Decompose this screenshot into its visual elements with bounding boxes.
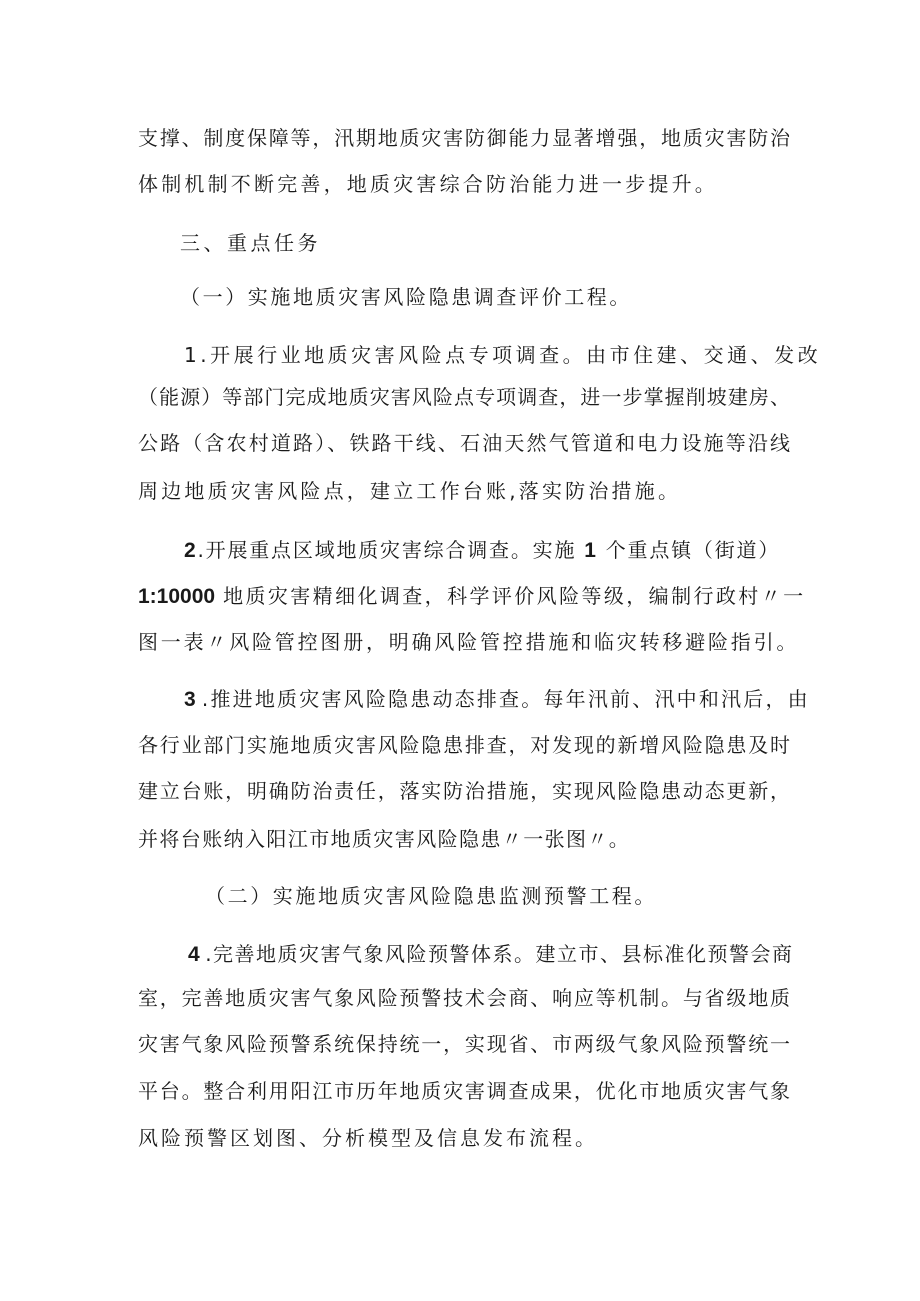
- item-3-line-2: 各行业部门实施地质灾害风险隐患排查，对发现的新增风险隐患及时: [138, 733, 790, 757]
- item-1-line-4: 周边地质灾害风险点，建立工作台账,落实防治措施。: [138, 479, 682, 503]
- item-4-line-2: 室，完善地质灾害气象风险预警技术会商、响应等机制。与省级地质: [138, 986, 790, 1010]
- item-4-title: .完善地质灾害气象风险预警体系。建立市、县标准化预警会商: [205, 942, 794, 966]
- item-3-line-3: 建立台账，明确防治责任，落实防治措施，实现风险隐患动态更新，: [138, 779, 790, 803]
- item-2-line-1: [184, 537, 780, 564]
- item-2-line-3: 图一表〃风险管控图册，明确风险管控措施和临灾转移避险指引。: [138, 630, 800, 654]
- item-1-line-1: 1.开展行业地质灾害风险点专项调查。由市住建、交通、发改: [184, 343, 822, 367]
- item-2-count: 1: [584, 539, 598, 562]
- item-4-line-5: 风险预警区划图、分析模型及信息发布流程。: [138, 1126, 598, 1150]
- item-3-line-4: 并将台账纳入阳江市地质灾害风险隐患〃一张图〃。: [138, 827, 631, 851]
- item-4-line-3: 灾害气象风险预警系统保持统一，实现省、市两级气象风险预警统一: [138, 1032, 790, 1056]
- item-2-line-2-text: 地质灾害精细化调查，科学评价风险等级，编制行政村〃一: [223, 584, 806, 608]
- item-2-title: .开展重点区域地质灾害综合调查。实施: [197, 538, 577, 562]
- item-2-scale: 1:10000: [138, 585, 216, 608]
- item-4-line-4: 平台。整合利用阳江市历年地质灾害调查成果，优化市地质灾害气象: [138, 1079, 790, 1103]
- item-3-number: 3: [184, 688, 198, 711]
- item-4-line-1: [188, 941, 794, 968]
- intro-line-1: 支撑、制度保障等，汛期地质灾害防御能力显著增强，地质灾害防治: [138, 126, 790, 150]
- subsection-heading-2: （二）实施地质灾害风险隐患监测预警工程。: [205, 884, 657, 908]
- item-3-line-1: [184, 686, 810, 713]
- subsection-heading-1: （一）实施地质灾害风险隐患调查评价工程。: [180, 285, 632, 309]
- item-1-line-2: （能源）等部门完成地质灾害风险点专项调查，进一步掌握削坡建房、: [138, 385, 790, 409]
- item-2-line-1-tail: 个重点镇（街道）: [605, 538, 781, 562]
- item-3-title: .推进地质灾害风险隐患动态排查。每年汛前、汛中和汛后，由: [201, 687, 810, 711]
- item-4-number: 4: [188, 943, 202, 966]
- item-1-line-3: 公路（含农村道路）、铁路干线、石油天然气管道和电力设施等沿线: [138, 431, 790, 455]
- intro-line-2: 体制机制不断完善，地质灾害综合防治能力进一步提升。: [138, 172, 718, 196]
- item-2-line-2: [138, 583, 805, 610]
- section-heading: 三、重点任务: [180, 231, 321, 255]
- item-2-number: 2: [184, 539, 198, 562]
